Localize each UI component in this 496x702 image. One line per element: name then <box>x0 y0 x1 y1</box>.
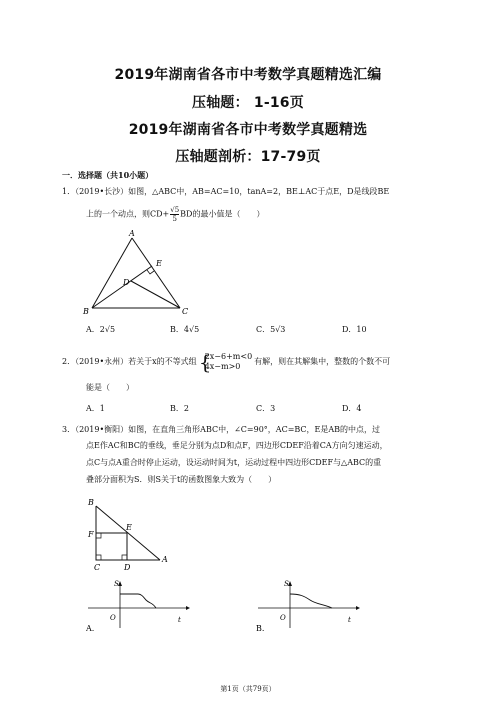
q3-label-f: F <box>88 530 94 539</box>
q1-text-line-1: 1．（2019•长沙）如图，△ABC中，AB=AC=10，tanA=2，BE⊥AC于点E，D是线段BE <box>62 187 390 196</box>
q2-inequality-2: 4x−m>0 <box>204 362 241 371</box>
q2-inequality-system: { 2x−6+m<0 4x−m>0 <box>198 350 253 374</box>
q3-graph-a-curve <box>120 594 156 608</box>
q2-choice-c[interactable]: C．3 <box>256 404 276 413</box>
q2-text-line-1a: 2．（2019•永州）若关于x的不等式组 <box>62 357 197 366</box>
q3-graph-b <box>256 578 366 636</box>
q2-choice-d[interactable]: D．4 <box>342 404 362 413</box>
q1-choice-d[interactable]: D．10 <box>342 325 367 334</box>
q3-text-line-3: 点C与点A重合时停止运动，设运动时间为t，运动过程中四边形CDEF与△ABC的重 <box>86 458 382 467</box>
q2-text-line-2: 能是（ ） <box>86 383 134 392</box>
q3-right-angle-d <box>122 555 127 560</box>
q1-choice-b[interactable]: B．4√5 <box>170 325 200 334</box>
q3-triangle-figure <box>82 494 182 574</box>
title-line-4: 压轴题剖析：17-79页 <box>175 149 321 165</box>
q1-text-line-2b: BD的最小值是（ ） <box>180 209 265 219</box>
page-footer: 第1页（共79页） <box>220 685 276 693</box>
q3-graph-a-label-t: t <box>178 616 181 624</box>
q3-graph-a-x-arrow <box>186 606 190 610</box>
q1-label-c: C <box>182 307 189 316</box>
title-line-1: 2019年湖南省各市中考数学真题精选汇编 <box>114 67 382 83</box>
section-heading: 一．选择题（共10小题） <box>62 170 154 180</box>
q1-label-a: A <box>129 229 135 238</box>
q3-right-angle-c <box>96 555 101 560</box>
q3-graph-a-label-s: S <box>114 580 119 588</box>
q2-inequality-1: 2x−6+m<0 <box>204 352 253 361</box>
title-line-2: 压轴题： 1-16页 <box>192 95 304 111</box>
q1-side-ab <box>92 238 132 308</box>
q1-choice-a[interactable]: A．2√5 <box>86 325 116 334</box>
q1-right-angle-mark <box>147 270 154 274</box>
q1-frac-den: 5 <box>172 215 177 223</box>
q3-label-e: E <box>126 523 132 532</box>
q1-side-ac <box>132 238 180 308</box>
q3-label-b: B <box>88 498 94 507</box>
q3-graph-b-curve <box>290 594 332 608</box>
q1-frac-num: √5 <box>170 206 180 214</box>
q2-choice-a[interactable]: A．1 <box>86 404 105 413</box>
q1-segment-be <box>92 266 152 308</box>
q3-text-line-1: 3．（2019•衡阳）如图，在直角三角形ABC中，∠C=90°，AC=BC，E是AB的中点，过 <box>62 425 381 434</box>
title-line-3: 2019年湖南省各市中考数学真题精选 <box>128 122 368 138</box>
q3-label-c: C <box>94 563 101 572</box>
q3-graph-b-option[interactable]: B. <box>256 624 265 633</box>
q3-graph-a <box>86 578 196 636</box>
q1-text-line-2a: 上的一个动点，则CD+ <box>86 209 170 219</box>
q2-text-line-1b: 有解，则在其解集中，整数的个数不可 <box>254 357 391 366</box>
q3-right-angle-f <box>96 533 101 538</box>
q1-fraction <box>170 206 179 223</box>
q3-text-line-4: 叠部分面积为S．则S关于t的函数图象大致为（ ） <box>86 475 277 484</box>
q3-graph-a-option[interactable]: A. <box>86 624 95 633</box>
q1-choice-c[interactable]: C．5√3 <box>256 325 286 334</box>
q1-segment-cd <box>131 281 180 308</box>
q3-graph-b-label-s: S <box>284 580 289 588</box>
q1-label-b: B <box>83 307 89 316</box>
q3-graph-b-label-t: t <box>348 616 351 624</box>
q3-label-a: A <box>162 555 168 564</box>
q3-label-d: D <box>124 563 131 572</box>
q3-graph-a-label-o: O <box>110 614 116 622</box>
q2-text-line-1 <box>62 352 482 372</box>
q1-label-e: E <box>156 259 162 268</box>
q3-graph-b-x-arrow <box>356 606 360 610</box>
q2-choice-b[interactable]: B．2 <box>170 404 189 413</box>
q1-text-line-2 <box>86 206 264 223</box>
q3-graph-b-label-o: O <box>280 614 286 622</box>
q1-label-d: D <box>123 278 130 287</box>
q1-triangle-figure <box>80 228 200 318</box>
q3-text-line-2: 点E作AC和BC的垂线，垂足分别为点D和点F，四边形CDEF沿着CA方向匀速运动， <box>86 441 388 450</box>
